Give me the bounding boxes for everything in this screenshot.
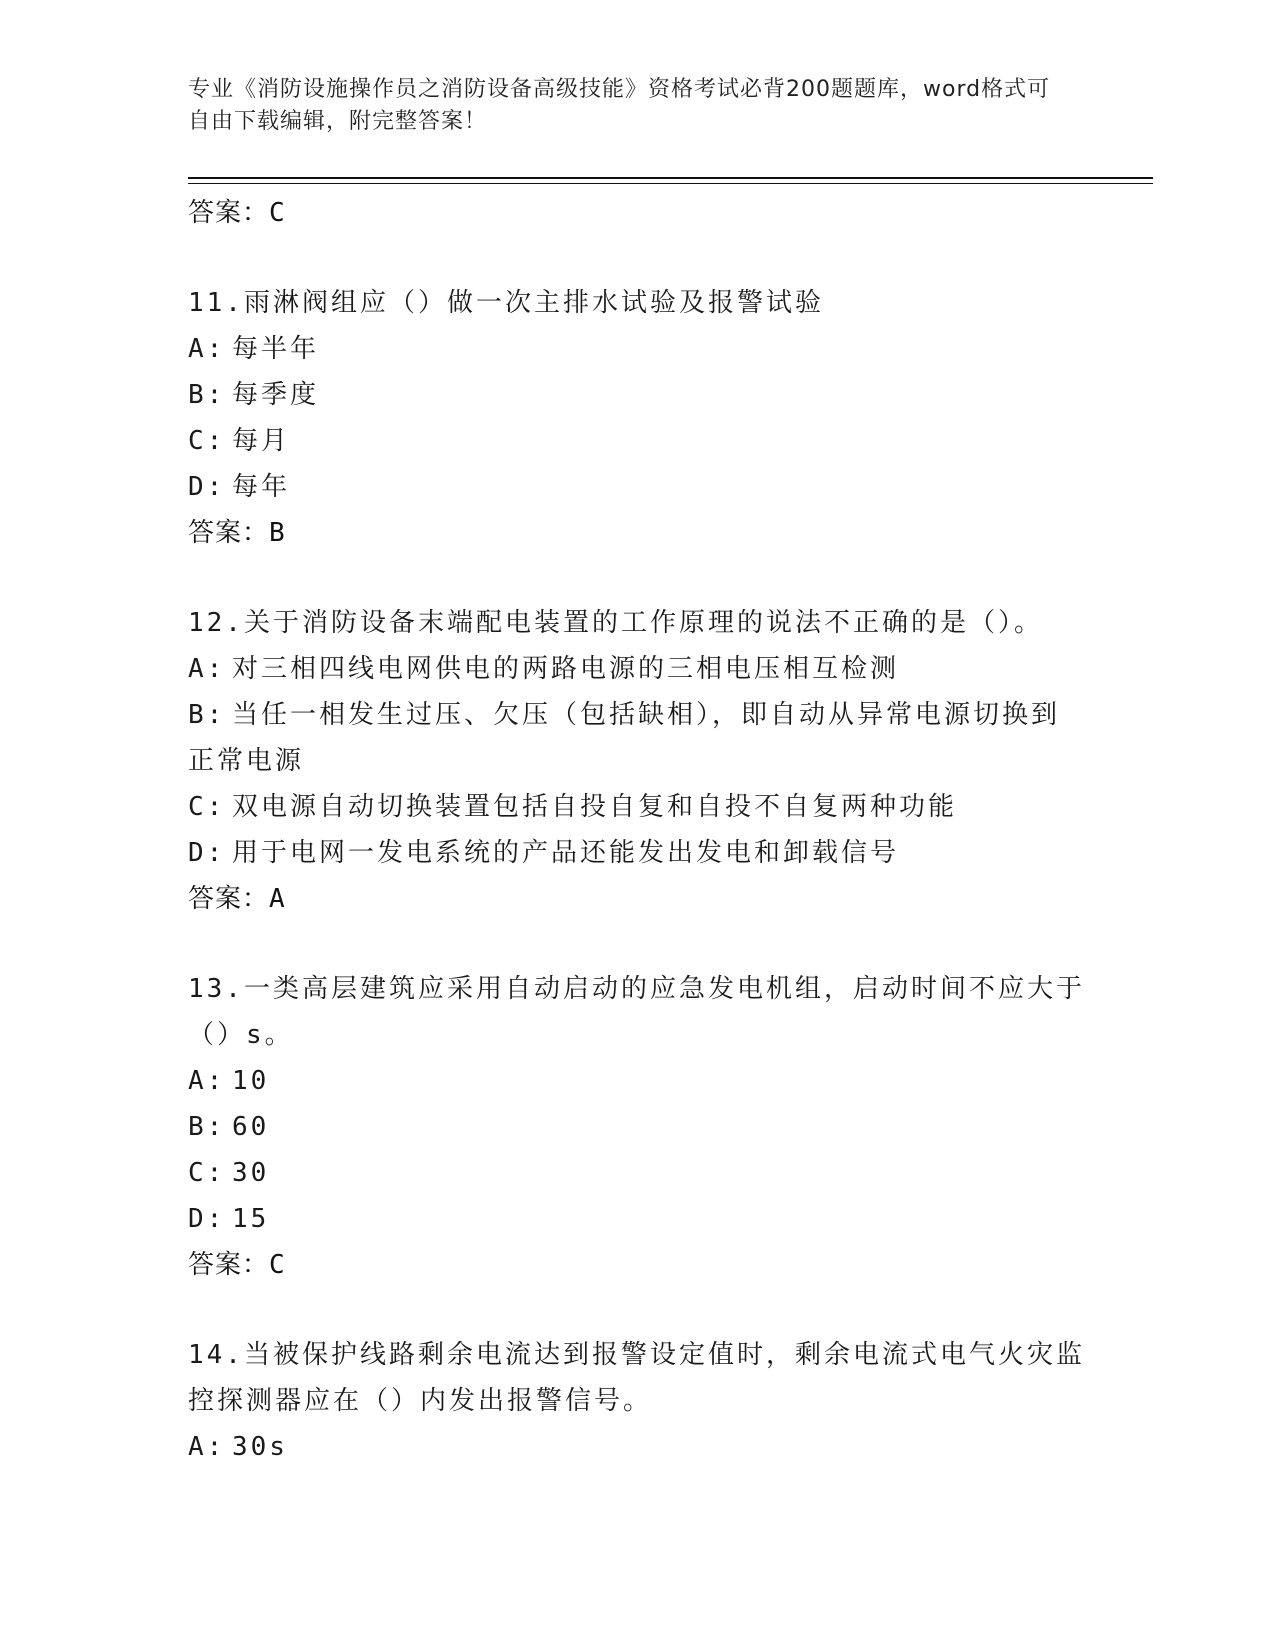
option-text: 双电源自动切换装置包括自投自复和自投不自复两种功能: [232, 792, 958, 822]
option-b: [188, 372, 1088, 418]
option-a: [188, 1424, 1088, 1470]
question-stem: 14.当被保护线路剩余电流达到报警设定值时，剩余电流式电气火灾监控探测器应在（）内发出报警信号。: [188, 1340, 1085, 1416]
option-text: 每月: [232, 426, 291, 456]
option-c: [188, 1150, 1088, 1196]
question-answer: 答案：C: [188, 1250, 286, 1280]
option-text: 对三相四线电网供电的两路电源的三相电压相互检测: [232, 654, 900, 684]
option-key: D:: [188, 838, 226, 868]
option-d: [188, 830, 1088, 876]
option-key: C:: [188, 792, 226, 822]
option-text: 每季度: [232, 380, 320, 410]
option-text: 15: [232, 1204, 270, 1234]
option-c: [188, 418, 1088, 464]
question-block: [188, 600, 1088, 922]
header-divider-thin: [188, 183, 1153, 184]
option-key: B:: [188, 1112, 226, 1142]
option-key: B:: [188, 380, 226, 410]
option-a: [188, 326, 1088, 372]
option-a: [188, 1058, 1088, 1104]
option-text: 当任一相发生过压、欠压（包括缺相），即自动从异常电源切换到正常电源: [188, 700, 1061, 776]
option-text: 60: [232, 1112, 270, 1142]
option-b: [188, 692, 1088, 784]
question-answer: 答案：B: [188, 518, 286, 548]
question-block: [188, 1332, 1088, 1470]
option-c: [188, 784, 1088, 830]
option-key: C:: [188, 426, 226, 456]
option-text: 10: [232, 1066, 270, 1096]
option-key: D:: [188, 1204, 226, 1234]
question-stem: 12.关于消防设备末端配电装置的工作原理的说法不正确的是（）。: [188, 608, 1043, 638]
question-block: [188, 280, 1088, 556]
option-key: A:: [188, 654, 226, 684]
option-text: 每年: [232, 472, 291, 502]
question-answer: 答案：A: [188, 884, 286, 914]
page-header: 专业《消防设施操作员之消防设备高级技能》资格考试必背200题题库，word格式可自由下载编辑，附完整答案！: [188, 77, 1051, 134]
option-key: A:: [188, 1066, 226, 1096]
question-stem: 13.一类高层建筑应采用自动启动的应急发电机组，启动时间不应大于（）s。: [188, 974, 1085, 1050]
option-key: A:: [188, 1432, 226, 1462]
question-list: [188, 190, 1088, 1470]
option-key: B:: [188, 700, 226, 730]
option-b: [188, 1104, 1088, 1150]
option-text: 用于电网一发电系统的产品还能发出发电和卸载信号: [232, 838, 900, 868]
option-key: A:: [188, 334, 226, 364]
question-stem: 11.雨淋阀组应（）做一次主排水试验及报警试验: [188, 288, 824, 318]
option-d: [188, 1196, 1088, 1242]
option-d: [188, 464, 1088, 510]
question-block: [188, 966, 1088, 1288]
previous-answer: 答案：C: [188, 198, 286, 228]
option-text: 每半年: [232, 334, 320, 364]
option-key: C:: [188, 1158, 226, 1188]
header-divider-thick: [188, 177, 1153, 179]
option-text: 30s: [232, 1432, 288, 1462]
option-a: [188, 646, 1088, 692]
option-key: D:: [188, 472, 226, 502]
option-text: 30: [232, 1158, 270, 1188]
